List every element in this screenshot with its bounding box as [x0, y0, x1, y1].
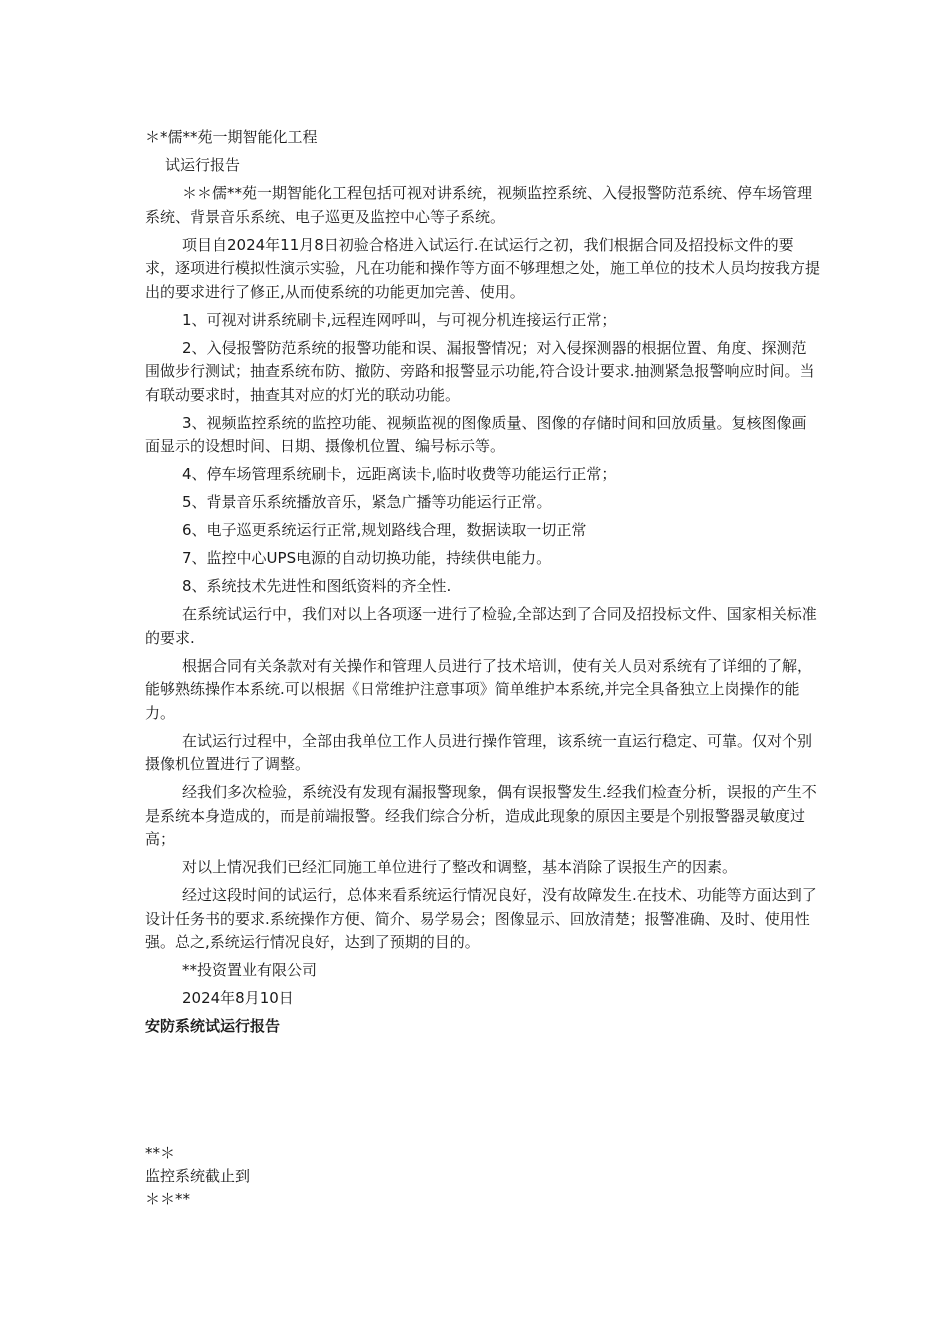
list-item-1: 1、可视对讲系统刷卡,远程连网呼叫，与可视分机连接运行正常；: [182, 310, 617, 329]
paragraph-intro: ＊＊儒**苑一期智能化工程包括可视对讲系统，视频监控系统、入侵报警防范系统、停车场管理系统、背景音乐系统、电子巡更及监控中心等子系统。: [145, 184, 813, 226]
list-item-8: 8、系统技术先进性和图纸资料的齐全性.: [182, 577, 452, 595]
document-heading: ＊*儒**苑一期智能化工程: [145, 128, 318, 146]
list-item-2: 2、入侵报警防范系统的报警功能和误、漏报警情况；对入侵探测器的根据位置、角度、探测范围做步行测试；抽查系统布防、撤防、旁路和报警显示功能,符合设计要求.抽测紧急报警响应时间。当有联动要求时，抽查其对应的灯光的联动功能。: [145, 338, 815, 404]
paragraph-false-alarm: 经我们多次检验，系统没有发现有漏报警现象，偶有误报警发生.经我们检查分析，误报的产生不是系统本身造成的，而是前端报警。经我们综合分析，造成此现象的原因主要是个别报警器灵敏度过高；: [145, 783, 817, 848]
report-title-bold: 安防系统试运行报告: [145, 1017, 281, 1035]
paragraph-inspection: 在系统试运行中，我们对以上各项逐一进行了检验,全部达到了合同及招投标文件、国家相关标准的要求.: [145, 605, 817, 647]
signature-date: 2024年8月10日: [182, 989, 294, 1007]
list-item-6: 6、电子巡更系统运行正常,规划路线合理，数据读取一切正常: [182, 521, 587, 539]
list-item-5: 5、背景音乐系统播放音乐，紧急广播等功能运行正常。: [182, 493, 552, 511]
list-item-3: 3、视频监控系统的监控功能、视频监视的图像质量、图像的存储时间和回放质量。复核图像画面显示的设想时间、日期、摄像机位置、编号标示等。: [145, 413, 807, 455]
document-subheading: 试运行报告: [165, 156, 241, 174]
tail-line-1: **＊: [145, 1144, 176, 1162]
paragraph-operation: 在试运行过程中，全部由我单位工作人员进行操作管理，该系统一直运行稳定、可靠。仅对个别摄像机位置进行了调整。: [145, 731, 813, 773]
document-tail: [145, 1142, 545, 1211]
tail-line-3: ＊＊**: [145, 1190, 191, 1208]
signature-company: **投资置业有限公司: [182, 961, 318, 979]
paragraph-training: 根据合同有关条款对有关操作和管理人员进行了技术培训，使有关人员对系统有了详细的了解，能够熟练操作本系统.可以根据《日常维护注意事项》简单维护本系统,并完全具备独立上岗操作的能力。: [145, 656, 813, 722]
document-body: [145, 126, 820, 1043]
list-item-4: 4、停车场管理系统刷卡，远距离读卡,临时收费等功能运行正常；: [182, 465, 617, 483]
paragraph-conclusion: 经过这段时间的试运行，总体来看系统运行情况良好，没有故障发生.在技术、功能等方面达到了设计任务书的要求.系统操作方便、简介、易学易会；图像显示、回放清楚；报警准确、及时、使用性强。总之,系统运行情况良好，达到了预期的目的。: [145, 886, 817, 951]
paragraph-rectification: 对以上情况我们已经汇同施工单位进行了整改和调整，基本消除了误报生产的因素。: [182, 858, 738, 876]
tail-line-2: 监控系统截止到: [145, 1167, 251, 1185]
list-item-7: 7、监控中心UPS电源的自动切换功能，持续供电能力。: [182, 549, 552, 567]
paragraph-trial-start: 项目自2024年11月8日初验合格进入试运行.在试运行之初，我们根据合同及招投标文件的要求，逐项进行模拟性演示实验，凡在功能和操作等方面不够理想之处，施工单位的技术人员均按我方提出的要求进行了修正,从而使系统的功能更加完善、使用。: [145, 235, 821, 301]
